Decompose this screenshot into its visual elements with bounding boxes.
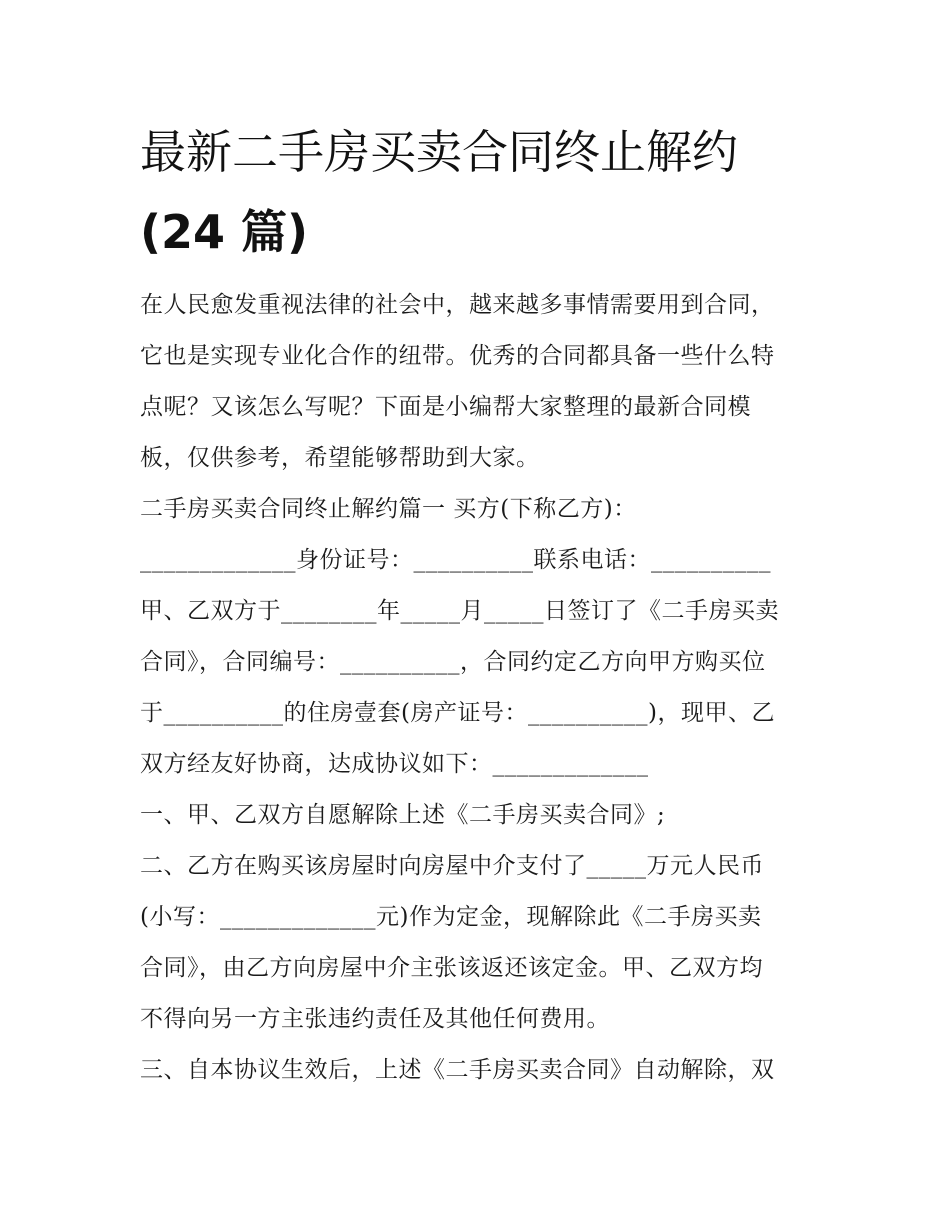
intro-line: 板，仅供参考，希望能够帮助到大家。: [140, 445, 540, 471]
body-line: _____________身份证号：__________联系电话：__________: [140, 547, 771, 573]
intro-line: 点呢？又该怎么写呢？下面是小编帮大家整理的最新合同模: [140, 394, 751, 420]
title-line-2: (24 篇): [140, 205, 309, 259]
intro-line: 它也是实现专业化合作的纽带。优秀的合同都具备一些什么特: [140, 343, 775, 369]
body-line: (小写：_____________元)作为定金，现解除此《二手房买卖: [140, 904, 762, 930]
contract-body: [140, 484, 820, 1096]
clause-3: 三、自本协议生效后，上述《二手房买卖合同》自动解除，双: [140, 1057, 775, 1083]
body-line: 不得向另一方主张违约责任及其他任何费用。: [140, 1006, 610, 1032]
body-line: 甲、乙双方于________年_____月_____日签订了《二手房买卖: [140, 598, 779, 624]
body-line: 合同》，合同编号：__________，合同约定乙方向甲方购买位: [140, 649, 766, 675]
document-title: [140, 112, 820, 272]
intro-line: 在人民愈发重视法律的社会中，越来越多事情需要用到合同，: [140, 292, 775, 318]
intro-paragraph: [140, 280, 820, 484]
document-page: [140, 112, 820, 1096]
body-line: 于__________的住房壹套(房产证号：__________)，现甲、乙: [140, 700, 775, 726]
clause-2: 二、乙方在购买该房屋时向房屋中介支付了_____万元人民币: [140, 853, 764, 879]
section-heading: 二手房买卖合同终止解约篇一 买方(下称乙方)：: [140, 496, 637, 522]
clause-1: 一、甲、乙双方自愿解除上述《二手房买卖合同》;: [140, 802, 666, 828]
title-line-1: 最新二手房买卖合同终止解约: [140, 125, 738, 179]
body-line: 双方经友好协商，达成协议如下：_____________: [140, 751, 649, 777]
body-line: 合同》，由乙方向房屋中介主张该返还该定金。甲、乙双方均: [140, 955, 763, 981]
